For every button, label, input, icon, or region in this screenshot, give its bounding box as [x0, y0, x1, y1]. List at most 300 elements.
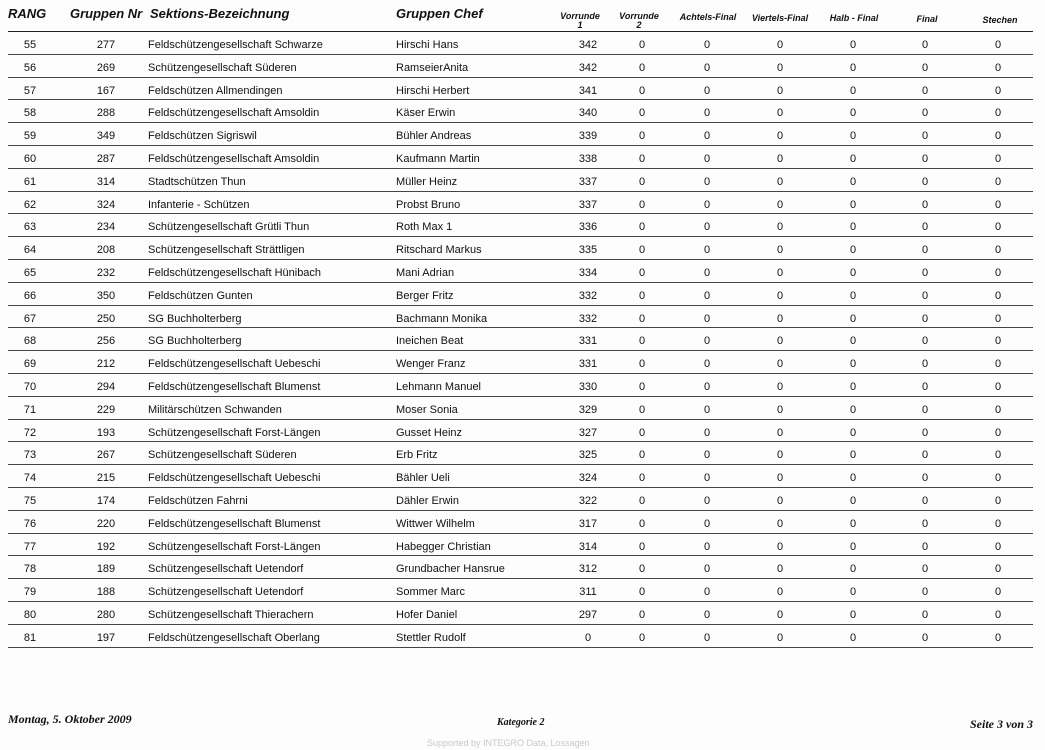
- cell-final: 0: [921, 540, 929, 553]
- cell-sektion: Stadtschützen Thun: [148, 175, 246, 188]
- cell-final: 0: [921, 152, 929, 165]
- cell-vorrunde-2: 0: [638, 289, 646, 302]
- cell-achtels-final: 0: [703, 403, 711, 416]
- cell-halb-final: 0: [849, 563, 857, 576]
- table-row: [8, 511, 1033, 534]
- cell-halb-final: 0: [849, 244, 857, 257]
- cell-stechen: 0: [994, 107, 1002, 120]
- cell-vorrunde-2: 0: [638, 586, 646, 599]
- cell-achtels-final: 0: [703, 494, 711, 507]
- cell-gruppen-nr: 314: [96, 175, 116, 188]
- cell-sektion: Feldschützengesellschaft Blumenst: [148, 380, 321, 393]
- cell-stechen: 0: [994, 266, 1002, 279]
- cell-final: 0: [921, 244, 929, 257]
- cell-final: 0: [921, 517, 929, 530]
- cell-stechen: 0: [994, 152, 1002, 165]
- cell-gruppen-nr: 288: [96, 107, 116, 120]
- cell-halb-final: 0: [849, 608, 857, 621]
- cell-vorrunde-2: 0: [638, 61, 646, 74]
- cell-rang: 70: [23, 380, 37, 393]
- cell-vorrunde-1: 317: [578, 517, 598, 530]
- table-row: [8, 32, 1033, 55]
- cell-viertels-final: 0: [776, 107, 784, 120]
- header-vorrunde-2: [612, 12, 666, 30]
- cell-sektion: Schützengesellschaft Forst-Längen: [148, 426, 321, 439]
- cell-stechen: 0: [994, 221, 1002, 234]
- cell-rang: 79: [23, 586, 37, 599]
- cell-final: 0: [921, 358, 929, 371]
- cell-viertels-final: 0: [776, 517, 784, 530]
- cell-gruppen-chef: Wenger Franz: [396, 358, 466, 371]
- cell-rang: 77: [23, 540, 37, 553]
- cell-vorrunde-1: 336: [578, 221, 598, 234]
- cell-vorrunde-1: 312: [578, 563, 598, 576]
- cell-viertels-final: 0: [776, 175, 784, 188]
- cell-rang: 58: [23, 107, 37, 120]
- cell-final: 0: [921, 107, 929, 120]
- cell-vorrunde-2: 0: [638, 266, 646, 279]
- table-row: [8, 146, 1033, 169]
- cell-halb-final: 0: [849, 380, 857, 393]
- cell-gruppen-nr: 277: [96, 39, 116, 51]
- cell-stechen: 0: [994, 312, 1002, 325]
- cell-stechen: 0: [994, 449, 1002, 462]
- cell-achtels-final: 0: [703, 312, 711, 325]
- cell-final: 0: [921, 472, 929, 485]
- cell-viertels-final: 0: [776, 61, 784, 74]
- header-halb-final: Halb - Final: [829, 13, 879, 23]
- cell-final: 0: [921, 586, 929, 599]
- cell-vorrunde-1: 330: [578, 380, 598, 393]
- table-row: [8, 123, 1033, 146]
- cell-halb-final: 0: [849, 449, 857, 462]
- cell-gruppen-nr: 189: [96, 563, 116, 576]
- cell-gruppen-nr: 212: [96, 358, 116, 371]
- cell-vorrunde-1: 0: [584, 631, 592, 644]
- cell-final: 0: [921, 130, 929, 143]
- cell-stechen: 0: [994, 244, 1002, 257]
- cell-vorrunde-2: 0: [638, 312, 646, 325]
- cell-final: 0: [921, 61, 929, 74]
- cell-sektion: Feldschützengesellschaft Blumenst: [148, 517, 321, 530]
- cell-vorrunde-2: 0: [638, 175, 646, 188]
- cell-viertels-final: 0: [776, 449, 784, 462]
- table-row: [8, 420, 1033, 443]
- cell-final: 0: [921, 266, 929, 279]
- table-row: [8, 283, 1033, 306]
- footer-category: Kategorie 2: [497, 717, 545, 728]
- cell-rang: 63: [23, 221, 37, 234]
- cell-achtels-final: 0: [703, 107, 711, 120]
- cell-vorrunde-1: 331: [578, 335, 598, 348]
- cell-viertels-final: 0: [776, 586, 784, 599]
- table-row: [8, 625, 1033, 648]
- cell-rang: 71: [23, 403, 37, 416]
- cell-gruppen-nr: 215: [96, 472, 116, 485]
- cell-vorrunde-2: 0: [638, 631, 646, 644]
- cell-sektion: Schützengesellschaft Süderen: [148, 449, 297, 462]
- header-gruppen-nr: Gruppen Nr: [70, 6, 143, 21]
- cell-sektion: Schützengesellschaft Süderen: [148, 61, 297, 74]
- table-row: [8, 374, 1033, 397]
- cell-vorrunde-1: 324: [578, 472, 598, 485]
- table-row: [8, 579, 1033, 602]
- cell-rang: 81: [23, 631, 37, 644]
- cell-gruppen-nr: 188: [96, 586, 116, 599]
- cell-final: 0: [921, 312, 929, 325]
- table-row: [8, 78, 1033, 101]
- cell-vorrunde-1: 331: [578, 358, 598, 371]
- cell-achtels-final: 0: [703, 380, 711, 393]
- cell-sektion: SG Buchholterberg: [148, 335, 242, 348]
- cell-stechen: 0: [994, 358, 1002, 371]
- cell-halb-final: 0: [849, 61, 857, 74]
- cell-viertels-final: 0: [776, 631, 784, 644]
- cell-halb-final: 0: [849, 39, 857, 51]
- cell-viertels-final: 0: [776, 563, 784, 576]
- cell-vorrunde-2: 0: [638, 130, 646, 143]
- cell-viertels-final: 0: [776, 494, 784, 507]
- cell-viertels-final: 0: [776, 312, 784, 325]
- cell-vorrunde-1: 342: [578, 39, 598, 51]
- cell-rang: 61: [23, 175, 37, 188]
- footer-page: Seite 3 von 3: [970, 717, 1033, 731]
- cell-gruppen-chef: Dähler Erwin: [396, 494, 459, 507]
- table-row: [8, 602, 1033, 625]
- cell-gruppen-chef: Probst Bruno: [396, 198, 461, 211]
- table-row: [8, 556, 1033, 579]
- cell-viertels-final: 0: [776, 130, 784, 143]
- cell-gruppen-chef: Moser Sonia: [396, 403, 458, 416]
- cell-final: 0: [921, 198, 929, 211]
- cell-stechen: 0: [994, 631, 1002, 644]
- cell-vorrunde-2: 0: [638, 608, 646, 621]
- cell-vorrunde-1: 341: [578, 84, 598, 97]
- cell-rang: 80: [23, 608, 37, 621]
- cell-gruppen-chef: Grundbacher Hansrue: [396, 563, 505, 576]
- cell-final: 0: [921, 380, 929, 393]
- cell-vorrunde-1: 339: [578, 130, 598, 143]
- header-achtels-final: Achtels-Final: [679, 12, 737, 22]
- cell-achtels-final: 0: [703, 244, 711, 257]
- cell-sektion: Schützengesellschaft Thierachern: [148, 608, 314, 621]
- cell-halb-final: 0: [849, 130, 857, 143]
- cell-stechen: 0: [994, 517, 1002, 530]
- table-row: [8, 397, 1033, 420]
- cell-viertels-final: 0: [776, 472, 784, 485]
- table-row: [8, 442, 1033, 465]
- results-table: [8, 31, 1033, 648]
- cell-gruppen-chef: Roth Max 1: [396, 221, 453, 234]
- cell-achtels-final: 0: [703, 198, 711, 211]
- cell-halb-final: 0: [849, 289, 857, 302]
- cell-vorrunde-2: 0: [638, 358, 646, 371]
- cell-vorrunde-1: 335: [578, 244, 598, 257]
- cell-vorrunde-2: 0: [638, 221, 646, 234]
- cell-final: 0: [921, 608, 929, 621]
- cell-achtels-final: 0: [703, 449, 711, 462]
- cell-final: 0: [921, 335, 929, 348]
- cell-vorrunde-1: 337: [578, 175, 598, 188]
- cell-achtels-final: 0: [703, 39, 711, 51]
- cell-achtels-final: 0: [703, 289, 711, 302]
- cell-rang: 73: [23, 449, 37, 462]
- cell-halb-final: 0: [849, 540, 857, 553]
- cell-viertels-final: 0: [776, 403, 784, 416]
- cell-gruppen-chef: Erb Fritz: [396, 449, 438, 462]
- cell-vorrunde-2: 0: [638, 198, 646, 211]
- cell-vorrunde-1: 314: [578, 540, 598, 553]
- cell-achtels-final: 0: [703, 540, 711, 553]
- cell-rang: 65: [23, 266, 37, 279]
- cell-gruppen-nr: 294: [96, 380, 116, 393]
- cell-viertels-final: 0: [776, 358, 784, 371]
- cell-sektion: Militärschützen Schwanden: [148, 403, 282, 416]
- footer-supported: Supported by INTEGRO Data, Lossagen: [427, 738, 590, 748]
- cell-vorrunde-2: 0: [638, 426, 646, 439]
- cell-vorrunde-1: 311: [579, 586, 597, 599]
- cell-viertels-final: 0: [776, 266, 784, 279]
- header-gruppen-chef: Gruppen Chef: [396, 6, 483, 21]
- cell-final: 0: [921, 221, 929, 234]
- cell-gruppen-nr: 232: [96, 266, 116, 279]
- cell-final: 0: [921, 84, 929, 97]
- cell-achtels-final: 0: [703, 608, 711, 621]
- cell-halb-final: 0: [849, 426, 857, 439]
- cell-achtels-final: 0: [703, 335, 711, 348]
- cell-gruppen-nr: 324: [96, 198, 116, 211]
- cell-final: 0: [921, 563, 929, 576]
- cell-vorrunde-1: 325: [578, 449, 598, 462]
- cell-halb-final: 0: [849, 586, 857, 599]
- cell-rang: 76: [23, 517, 37, 530]
- cell-achtels-final: 0: [703, 517, 711, 530]
- cell-sektion: Infanterie - Schützen: [148, 198, 250, 211]
- cell-stechen: 0: [994, 586, 1002, 599]
- cell-stechen: 0: [994, 563, 1002, 576]
- cell-viertels-final: 0: [776, 426, 784, 439]
- cell-sektion: Feldschützengesellschaft Oberlang: [148, 631, 320, 644]
- cell-final: 0: [921, 39, 929, 51]
- cell-halb-final: 0: [849, 517, 857, 530]
- cell-halb-final: 0: [849, 494, 857, 507]
- cell-halb-final: 0: [849, 631, 857, 644]
- header-rang: RANG: [8, 6, 47, 21]
- cell-stechen: 0: [994, 39, 1002, 51]
- cell-vorrunde-2: 0: [638, 494, 646, 507]
- cell-vorrunde-1: 332: [578, 289, 598, 302]
- cell-halb-final: 0: [849, 403, 857, 416]
- cell-stechen: 0: [994, 608, 1002, 621]
- cell-vorrunde-2: 0: [638, 380, 646, 393]
- cell-gruppen-nr: 280: [96, 608, 116, 621]
- cell-halb-final: 0: [849, 358, 857, 371]
- cell-achtels-final: 0: [703, 84, 711, 97]
- cell-stechen: 0: [994, 540, 1002, 553]
- cell-rang: 75: [23, 494, 37, 507]
- cell-vorrunde-1: 329: [578, 403, 598, 416]
- cell-sektion: Schützengesellschaft Strättligen: [148, 244, 305, 257]
- cell-rang: 78: [23, 563, 37, 576]
- cell-sektion: Feldschützen Gunten: [148, 289, 253, 302]
- cell-gruppen-nr: 229: [96, 403, 116, 416]
- cell-gruppen-chef: Hirschi Hans: [396, 39, 459, 51]
- cell-gruppen-nr: 349: [96, 130, 116, 143]
- cell-vorrunde-2: 0: [638, 472, 646, 485]
- cell-achtels-final: 0: [703, 631, 711, 644]
- cell-vorrunde-1: 332: [578, 312, 598, 325]
- cell-gruppen-chef: Ritschard Markus: [396, 244, 482, 257]
- table-row: [8, 488, 1033, 511]
- cell-viertels-final: 0: [776, 540, 784, 553]
- cell-stechen: 0: [994, 175, 1002, 188]
- cell-final: 0: [921, 494, 929, 507]
- cell-vorrunde-1: 297: [578, 608, 598, 621]
- cell-halb-final: 0: [849, 152, 857, 165]
- cell-gruppen-chef: Bachmann Monika: [396, 312, 488, 325]
- cell-gruppen-chef: RamseierAnita: [396, 61, 469, 74]
- cell-gruppen-chef: Ineichen Beat: [396, 335, 464, 348]
- cell-achtels-final: 0: [703, 358, 711, 371]
- cell-sektion: Feldschützengesellschaft Schwarze: [148, 39, 323, 51]
- cell-final: 0: [921, 449, 929, 462]
- cell-gruppen-nr: 250: [96, 312, 116, 325]
- table-row: [8, 55, 1033, 78]
- cell-gruppen-chef: Gusset Heinz: [396, 426, 463, 439]
- cell-final: 0: [921, 631, 929, 644]
- cell-vorrunde-1: 338: [578, 152, 598, 165]
- cell-halb-final: 0: [849, 198, 857, 211]
- cell-halb-final: 0: [849, 221, 857, 234]
- cell-rang: 68: [23, 335, 37, 348]
- cell-rang: 69: [23, 358, 37, 371]
- cell-rang: 55: [23, 39, 37, 51]
- cell-vorrunde-1: 334: [578, 266, 598, 279]
- cell-achtels-final: 0: [703, 221, 711, 234]
- cell-vorrunde-2: 0: [638, 107, 646, 120]
- cell-gruppen-chef: Bähler Ueli: [396, 472, 450, 485]
- cell-vorrunde-2: 0: [638, 39, 646, 51]
- cell-vorrunde-1: 327: [578, 426, 598, 439]
- cell-viertels-final: 0: [776, 152, 784, 165]
- cell-stechen: 0: [994, 494, 1002, 507]
- cell-stechen: 0: [994, 84, 1002, 97]
- cell-sektion: Feldschützengesellschaft Hünibach: [148, 266, 322, 279]
- cell-sektion: Feldschützen Allmendingen: [148, 84, 283, 97]
- cell-viertels-final: 0: [776, 244, 784, 257]
- cell-gruppen-chef: Mani Adrian: [396, 266, 455, 279]
- cell-rang: 62: [23, 198, 37, 211]
- table-row: [8, 214, 1033, 237]
- table-row: [8, 306, 1033, 329]
- header-vorrunde-1-number: 1: [577, 20, 583, 30]
- cell-viertels-final: 0: [776, 198, 784, 211]
- header-vorrunde-1-label: Vorrunde: [560, 11, 600, 21]
- cell-rang: 64: [23, 244, 37, 257]
- cell-gruppen-nr: 256: [96, 335, 116, 348]
- cell-sektion: Schützengesellschaft Forst-Längen: [148, 540, 321, 553]
- table-row: [8, 192, 1033, 215]
- cell-stechen: 0: [994, 61, 1002, 74]
- cell-rang: 57: [23, 84, 37, 97]
- cell-viertels-final: 0: [776, 39, 784, 51]
- cell-rang: 59: [23, 130, 37, 143]
- cell-vorrunde-2: 0: [638, 403, 646, 416]
- cell-halb-final: 0: [849, 312, 857, 325]
- cell-final: 0: [921, 175, 929, 188]
- cell-final: 0: [921, 426, 929, 439]
- cell-gruppen-nr: 287: [96, 152, 116, 165]
- cell-gruppen-nr: 197: [96, 631, 116, 644]
- cell-stechen: 0: [994, 198, 1002, 211]
- cell-sektion: Feldschützengesellschaft Amsoldin: [148, 107, 320, 120]
- cell-sektion: Schützengesellschaft Grütli Thun: [148, 221, 310, 234]
- cell-gruppen-nr: 350: [96, 289, 116, 302]
- header-sektions-bezeichnung: Sektions-Bezeichnung: [150, 6, 290, 21]
- cell-gruppen-chef: Sommer Marc: [396, 586, 466, 599]
- cell-sektion: Schützengesellschaft Uetendorf: [148, 563, 304, 576]
- cell-gruppen-chef: Hofer Daniel: [396, 608, 458, 621]
- cell-stechen: 0: [994, 472, 1002, 485]
- cell-achtels-final: 0: [703, 426, 711, 439]
- cell-gruppen-nr: 208: [96, 244, 116, 257]
- cell-gruppen-chef: Lehmann Manuel: [396, 380, 482, 393]
- cell-rang: 72: [23, 426, 37, 439]
- cell-gruppen-chef: Hirschi Herbert: [396, 84, 470, 97]
- cell-halb-final: 0: [849, 266, 857, 279]
- table-row: [8, 169, 1033, 192]
- header-viertels-final: Viertels-Final: [751, 13, 809, 23]
- cell-vorrunde-1: 322: [578, 494, 598, 507]
- cell-sektion: SG Buchholterberg: [148, 312, 242, 325]
- cell-rang: 67: [23, 312, 37, 325]
- cell-gruppen-nr: 192: [96, 540, 116, 553]
- cell-gruppen-chef: Wittwer Wilhelm: [396, 517, 475, 530]
- cell-halb-final: 0: [849, 84, 857, 97]
- cell-gruppen-chef: Habegger Christian: [396, 540, 491, 553]
- cell-achtels-final: 0: [703, 152, 711, 165]
- cell-stechen: 0: [994, 130, 1002, 143]
- table-row: [8, 465, 1033, 488]
- cell-gruppen-chef: Käser Erwin: [396, 107, 456, 120]
- cell-sektion: Feldschützengesellschaft Uebeschi: [148, 472, 321, 485]
- cell-gruppen-nr: 220: [96, 517, 116, 530]
- cell-achtels-final: 0: [703, 61, 711, 74]
- cell-final: 0: [921, 289, 929, 302]
- cell-stechen: 0: [994, 380, 1002, 393]
- cell-sektion: Feldschützen Fahrni: [148, 494, 248, 507]
- cell-achtels-final: 0: [703, 472, 711, 485]
- table-row: [8, 237, 1033, 260]
- cell-vorrunde-2: 0: [638, 84, 646, 97]
- cell-vorrunde-2: 0: [638, 335, 646, 348]
- cell-achtels-final: 0: [703, 130, 711, 143]
- table-row: [8, 100, 1033, 123]
- cell-final: 0: [921, 403, 929, 416]
- cell-viertels-final: 0: [776, 608, 784, 621]
- header-vorrunde-1: [553, 12, 607, 30]
- cell-achtels-final: 0: [703, 563, 711, 576]
- cell-halb-final: 0: [849, 107, 857, 120]
- cell-stechen: 0: [994, 426, 1002, 439]
- cell-halb-final: 0: [849, 335, 857, 348]
- cell-vorrunde-1: 340: [578, 107, 598, 120]
- cell-gruppen-chef: Bühler Andreas: [396, 130, 472, 143]
- cell-rang: 74: [23, 472, 37, 485]
- cell-viertels-final: 0: [776, 289, 784, 302]
- footer-date: Montag, 5. Oktober 2009: [8, 712, 132, 726]
- cell-gruppen-nr: 269: [96, 61, 116, 74]
